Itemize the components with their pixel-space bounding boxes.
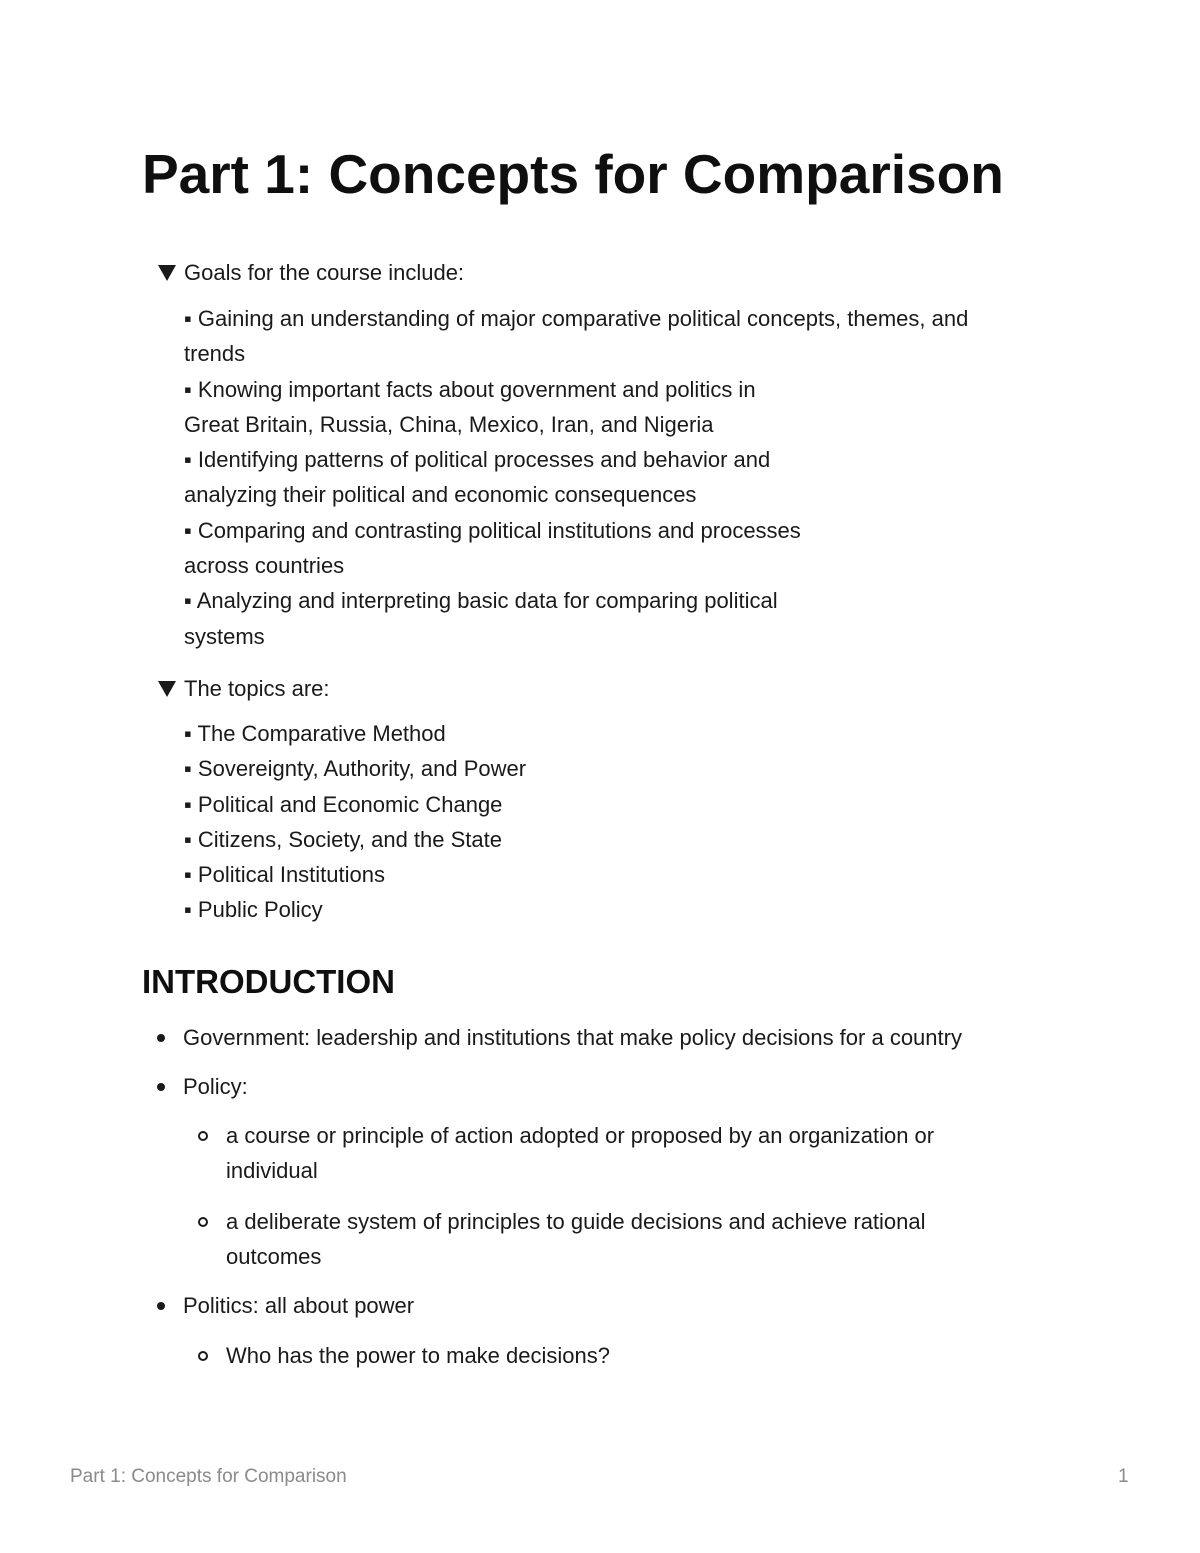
goals-line: systems <box>184 623 265 649</box>
goals-toggle[interactable] <box>157 258 1057 654</box>
footer-title: Part 1: Concepts for Comparison <box>70 1466 347 1487</box>
goals-line: ▪ Identifying patterns of political processes and behavior and <box>184 447 771 473</box>
government-item: Government: leadership and institutions that make policy decisions for a country <box>183 1025 962 1050</box>
bullet-icon <box>157 1083 165 1091</box>
goals-line: ▪ Comparing and contrasting political institutions and processes <box>184 517 801 543</box>
triangle-down-icon[interactable] <box>158 265 176 281</box>
goals-line: analyzing their political and economic consequences <box>184 482 697 508</box>
goals-line: Great Britain, Russia, China, Mexico, Iran, and Nigeria <box>184 411 714 437</box>
topic-item: ▪ Citizens, Society, and the State <box>184 826 503 852</box>
policy-definition-1-line: a course or principle of action adopted or proposed by an organization or <box>226 1123 935 1148</box>
topics-toggle-header[interactable] <box>157 674 1057 704</box>
bullet-icon <box>157 1302 165 1310</box>
introduction-heading: INTRODUCTION <box>142 963 395 1000</box>
topics-heading: The topics are: <box>184 676 330 701</box>
hollow-bullet-icon <box>198 1217 208 1227</box>
politics-item: Politics: all about power <box>183 1293 415 1318</box>
topics-toggle[interactable] <box>157 674 1057 928</box>
topic-item: ▪ Public Policy <box>184 897 323 923</box>
politics-question: Who has the power to make decisions? <box>226 1343 610 1368</box>
goals-toggle-header[interactable] <box>157 258 1057 288</box>
bullet-icon <box>157 1034 165 1042</box>
topic-item: ▪ The Comparative Method <box>184 721 446 746</box>
goals-line: ▪ Gaining an understanding of major comparative political concepts, themes, and <box>184 306 969 331</box>
goals-line: ▪ Knowing important facts about government and politics in <box>184 376 756 402</box>
page-number: 1 <box>1118 1466 1129 1487</box>
triangle-down-icon[interactable] <box>158 681 176 697</box>
topic-item: ▪ Political Institutions <box>184 862 385 888</box>
hollow-bullet-icon <box>198 1131 208 1141</box>
policy-definition-1-line: individual <box>226 1158 318 1183</box>
goals-heading: Goals for the course include: <box>184 260 465 285</box>
topics-list <box>184 716 1057 928</box>
hollow-bullet-icon <box>198 1351 208 1361</box>
page-title: Part 1: Concepts for Comparison <box>142 143 1004 205</box>
goals-line: trends <box>184 341 246 367</box>
goals-list <box>184 301 1057 654</box>
policy-definition-2-line: a deliberate system of principles to guide decisions and achieve rational <box>226 1209 926 1234</box>
policy-definition-2-line: outcomes <box>226 1244 322 1269</box>
topic-item: ▪ Sovereignty, Authority, and Power <box>184 756 527 782</box>
topic-item: ▪ Political and Economic Change <box>184 791 503 817</box>
goals-line: across countries <box>184 553 345 579</box>
policy-item: Policy: <box>183 1074 248 1099</box>
goals-line: ▪ Analyzing and interpreting basic data for comparing political <box>184 588 778 614</box>
